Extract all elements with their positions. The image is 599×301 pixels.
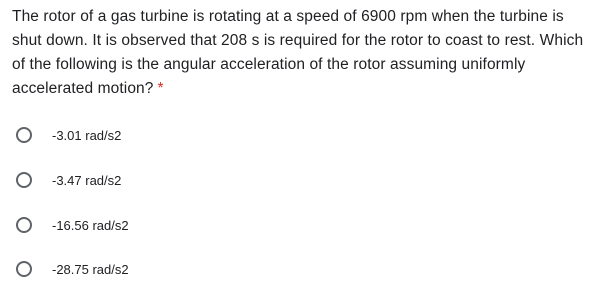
radio-button[interactable] [16, 127, 32, 143]
option-label: -16.56 rad/s2 [52, 217, 129, 233]
required-marker: * [157, 80, 164, 97]
option-4[interactable] [12, 255, 129, 283]
option-3[interactable] [12, 211, 129, 239]
radio-button[interactable] [16, 261, 32, 277]
question-text: The rotor of a gas turbine is rotating at a speed of 6900 rpm when the turbine is shut down. It is observed that 208 s is required for the rotor to coast to rest. Which of the following is the angular acceleration of the rotor assuming uniformly accelerated motion? [12, 8, 584, 97]
radio-button[interactable] [16, 217, 32, 233]
question-title [12, 5, 594, 101]
option-2[interactable] [12, 166, 121, 194]
option-label: -3.47 rad/s2 [52, 172, 122, 188]
radio-button[interactable] [16, 172, 32, 188]
option-label: -3.01 rad/s2 [52, 127, 122, 143]
option-label: -28.75 rad/s2 [52, 261, 129, 277]
option-1[interactable] [12, 121, 121, 149]
